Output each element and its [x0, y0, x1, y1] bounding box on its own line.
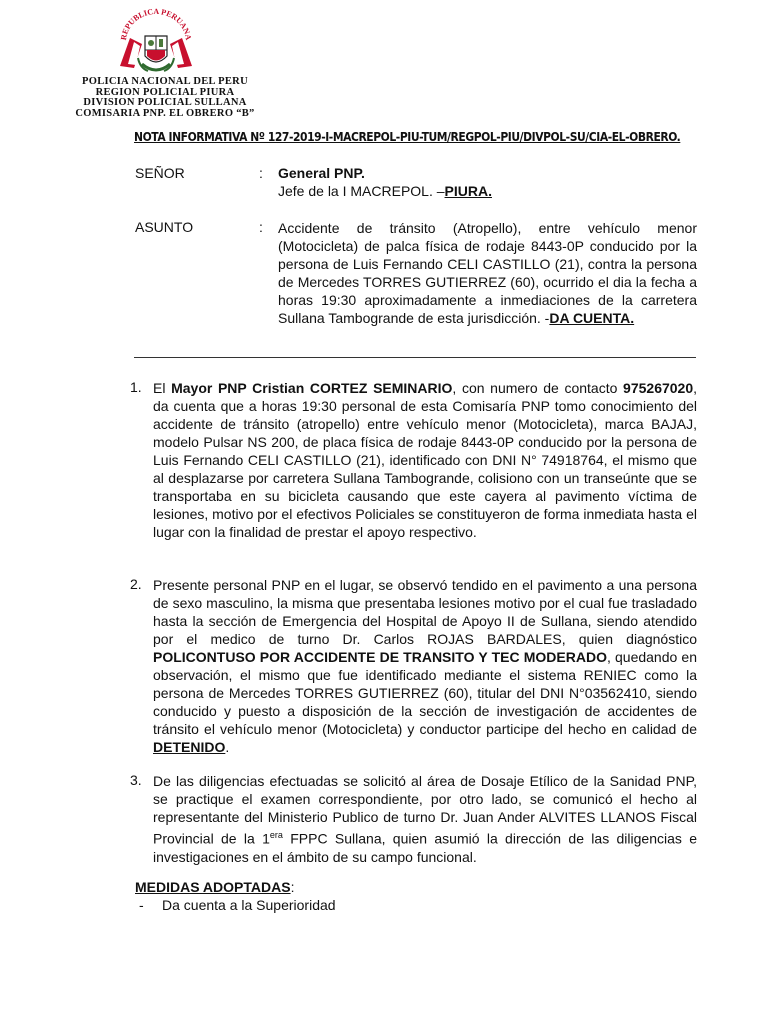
institution-line: COMISARIA PNP. EL OBRERO “B”	[75, 107, 255, 119]
item-number: 3.	[130, 772, 142, 788]
measures-heading	[135, 879, 294, 895]
recipient-rank: General PNP.	[278, 165, 365, 181]
recipient-title-text: Jefe de la I MACREPOL. –	[278, 183, 445, 199]
diagnosis: POLICONTUSO POR ACCIDENTE DE TRANSITO Y TEC MODERADO	[153, 649, 607, 665]
institution-line: POLICIA NACIONAL DEL PERU	[82, 76, 248, 87]
institution-header	[40, 77, 290, 119]
measure-item: Da cuenta a la Superioridad	[162, 897, 336, 913]
text-run: , con numero de contacto	[452, 380, 624, 396]
national-seal	[112, 8, 200, 78]
paragraph-2	[153, 576, 697, 756]
detained-status: DETENIDO	[153, 739, 226, 755]
asunto-label: ASUNTO	[135, 219, 194, 235]
coat-of-arms-icon	[112, 8, 200, 78]
paragraph-3	[153, 772, 697, 866]
separator-line	[134, 357, 696, 358]
text-run: , quedando en observación, el mismo que fue identificado mediante el sistema RENIEC como la persona de Mercedes TORRES GUTIERREZ (60), titular del DNI N°03562410, siendo conducido y puesto a disposición de la sección de investigación de accidentes de tránsito el vehículo menor (Motocicleta) y conductor participe del hecho en calidad de	[153, 649, 698, 737]
seal-arc-text: REPUBLICA PERUANA	[118, 8, 194, 41]
item-number: 1.	[130, 379, 142, 395]
measures-title: MEDIDAS ADOPTADAS	[135, 879, 291, 895]
text-run: FPPC Sullana, quien asumió la dirección de las diligencias e investigaciones en el ámbito de su campo funcional.	[153, 830, 697, 865]
asunto-body: Accidente de tránsito (Atropello), entre vehículo menor (Motocicleta) de palca física de rodaje 8443-0P conducido por la persona de Luis Fernando CELI CASTILLO (21), contra la persona de Mercedes TORRES GUTIERREZ (60), ocurrido el dia la fecha a horas 19:30 aproximadamente a inmediaciones de la carretera Sullana Tambogrande de esta jurisdicción. -	[278, 220, 697, 326]
recipient-city: PIURA.	[444, 183, 492, 199]
paragraph-1	[153, 379, 697, 541]
institution-line: DIVISION POLICIAL SULLANA	[83, 97, 247, 108]
senor-label: SEÑOR	[135, 165, 185, 181]
text-run: .	[225, 739, 230, 755]
ordinal-superscript: era	[269, 830, 283, 840]
text-run: De las diligencias efectuadas se solicitó al área de Dosaje Etílico de la Sanidad PNP, se practique el examen correspondiente, por otro lado, se comunicó el hecho al representante del Ministerio Publico de turno Dr. Juan Ander ALVITES LLANOS Fiscal Provincial de la 1	[153, 773, 697, 847]
text-run: El	[153, 380, 172, 396]
recipient-title	[278, 183, 492, 199]
text-run: Presente personal PNP en el lugar, se observó tendido en el pavimento a una persona de sexo masculino, la misma que presentaba lesiones motivo por el cual fue trasladado hasta la sección de Emergencia del Hospital de Apoyo II de Sullana, siendo atendido por el medico de turno Dr. Carlos ROJAS BARDALES, quien diagnóstico	[153, 577, 697, 647]
asunto-text	[278, 219, 697, 327]
contact-number: 975267020	[623, 380, 694, 396]
bullet-dash: -	[139, 897, 144, 913]
document-title: NOTA INFORMATIVA Nº 127-2019-I-MACREPOL-PIU-TUM/REGPOL-PIU/DIVPOL-SU/CIA-EL-OBRERO.	[134, 129, 681, 144]
senor-colon: :	[259, 165, 263, 181]
asunto-colon: :	[259, 219, 263, 235]
text-run: , da cuenta que a horas 19:30 personal de esta Comisaría PNP tomo conocimiento del accidente de tránsito (atropello) entre vehículo menor (Motocicleta), marca BAJAJ, modelo Pulsar NS 200, de placa física de rodaje 8443-0P conducido por la persona de Luis Fernando CELI CASTILLO (21), identificado con DNI N° 74918764, el mismo que al desplazarse por carretera Sullana Tambogrande, colisiono con un transeúnte que se transportaba en su bicicleta causando que este cayera al pavimento víctima de lesiones, motivo por el efectivos Policiales se constituyeron de forma inmediata hasta el lugar con la finalidad de prestar el apoyo respectivo.	[153, 380, 698, 540]
institution-line: REGION POLICIAL PIURA	[95, 86, 235, 98]
item-number: 2.	[130, 576, 142, 592]
measures-colon: :	[290, 879, 295, 895]
officer-name: Mayor PNP Cristian CORTEZ SEMINARIO	[171, 380, 453, 396]
da-cuenta: DA CUENTA.	[549, 310, 635, 326]
